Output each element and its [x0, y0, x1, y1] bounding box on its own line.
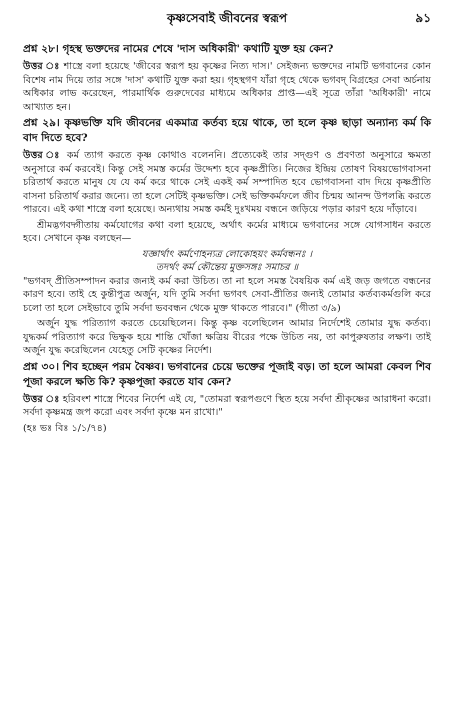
page-number: ৯১	[415, 11, 431, 25]
page-content	[23, 42, 431, 435]
paragraph-verse-translation: "ভগবদ্ প্রীতিসম্পাদন করার জন্যই কর্ম করা উচিত। তা না হলে সমস্ত বৈষয়িক কর্ম এই জড় জগতে বন্ধনের কারণ হবে। তাই হে কুন্তীপুত্র অর্জুন, যদি তুমি সর্বদা ভগবৎ সেবা-প্রীতির জন্যই তোমার কর্তব্যকর্মগুলি করে চলো তা হলে সেইভাবে তুমি সর্বদা ভববন্ধন থেকে মুক্ত থাকতে পারবে।" (গীতা ৩/৯)	[23, 275, 431, 314]
answer-label: উত্তর ঃ	[23, 150, 62, 161]
paragraph-arjuna: অর্জুন যুদ্ধ পরিত্যাগ করতে চেয়েছিলেন। কিন্তু কৃষ্ণ বলেছিলেন আমার নির্দেশেই তোমার যুদ্ধ কর্তব্য। যুদ্ধকর্ম পরিত্যাগ করে ভিক্ষুক হয়ে শান্তি খোঁজা ক্ষত্রিয় বীরের পক্ষে উচিত নয়, তা কাপুরুষতার লক্ষণ। তাই অর্জুন যুদ্ধ করেছিলেন যেহেতু সেটি কৃষ্ণের নির্দেশ।	[23, 318, 431, 356]
answer-text: শাস্ত্রে বলা হয়েছে 'জীবের স্বরূপ হয় কৃষ্ণের নিত্য দাস।' সেইজন্য ভক্তদের নামটি ভগবানের কোন বিশেষ নাম দিয়ে তার সঙ্গে 'দাস' কথাটি যুক্ত করা হয়। গৃহস্থগণ যাঁরা গৃহে থেকে ভগবদ্ বিগ্রহের সেবা অর্চনায় অধিকার লাভ করেছেন, পারমার্থিক গুরুদেবের মাধ্যমে অধিকার প্রাপ্ত—এই সূত্রে তাঁরা 'অধিকারী' নামে আখ্যাত হন।	[23, 61, 431, 113]
verse-line-2: তদর্থং কর্ম কৌন্তেয় মুক্তসঙ্গঃ সমাচর ॥	[155, 262, 299, 273]
answer-text: কর্ম ত্যাগ করতে কৃষ্ণ কোথাও বলেননি। প্রত্যেকেই তার সদ্গুণ ও প্রবণতা অনুসারে ক্ষমতা অনুসারে কর্ম করবেই। কিন্তু সেই সমস্ত কর্মের উদ্দেশ্য হবে কৃষ্ণপ্রীতি। নিজের ইন্দ্রিয় তোষণ বিষয়ভোগবাসনা চরিতার্থ করতে মানুষ যে যে কর্ম করে থাকে সেই একই কর্ম সম্পাদিত হবে ভোগবাসনা বাদ দিয়ে কৃষ্ণপ্রীতি বাসনা চরিতার্থ করার জন্যে। তা হলে সেটিই কৃষ্ণভক্তি। সেই ভক্তিকর্মফলে জীব চিন্ময় আনন্দ উপলব্ধি করতে পারবে। এই কথা শাস্ত্রে বলা হয়েছে। অন্যথায় সমস্ত কর্মই দুঃখময় বন্ধনে জড়িয়ে পড়ার কারণ হয়ে দাঁড়াবে।	[23, 150, 431, 215]
page-header	[23, 8, 431, 30]
answer-29	[23, 149, 431, 217]
answer-label: উত্তর ঃ	[23, 61, 60, 72]
scripture-reference: (হঃ ভঃ বিঃ ১/১/৭৪)	[23, 422, 107, 434]
question-30: প্রশ্ন ৩০। শিব হচ্ছেন পরম বৈষ্ণব। ভগবানের চেয়ে ভক্তের পূজাই বড়। তা হলে আমরা কেবল শিব পূজা করলে ক্ষতি কি? কৃষ্ণপূজা করতে যাব কেন?	[23, 360, 431, 388]
answer-30	[23, 393, 431, 420]
question-29: প্রশ্ন ২৯। কৃষ্ণভক্তি যদি জীবনের একমাত্র কর্তব্য হয়ে থাকে, তা হলে কৃষ্ণ ছাড়া অন্যান্য কর্ম কি বাদ দিতে হবে?	[23, 117, 431, 144]
paragraph-gita-intro: শ্রীমদ্ভগবদ্গীতায় কর্মযোগের কথা বলা হয়েছে, অর্থাৎ কর্মের মাধ্যমে ভগবানের সঙ্গে যোগসাধন করতে হবে। সেখানে কৃষ্ণ বলছেন—	[23, 219, 431, 244]
question-28: প্রশ্ন ২৮। গৃহস্থ ভক্তদের নামের শেষে 'দাস অধিকারী' কথাটি যুক্ত হয় কেন?	[23, 43, 334, 55]
answer-text: হরিবংশ শাস্ত্রে শিবের নির্দেশ এই যে, "তোমরা স্বরূপগুণে স্থিত হয়ে সর্বদা শ্রীকৃষ্ণের আরাধনা করো। সর্বদা কৃষ্ণমন্ত্র জপ করো এবং সর্বদা কৃষ্ণে মন রাখো।"	[23, 393, 431, 418]
verse-line-1: যজ্ঞার্থাৎ কর্মণোহন্যত্র লোকোহয়ং কর্মবন্ধনঃ ।	[141, 248, 313, 260]
running-title: কৃষ্ণসেবাই জীবনের স্বরূপ	[167, 11, 287, 25]
answer-label: উত্তর ঃ	[23, 393, 60, 405]
answer-28	[23, 60, 431, 114]
